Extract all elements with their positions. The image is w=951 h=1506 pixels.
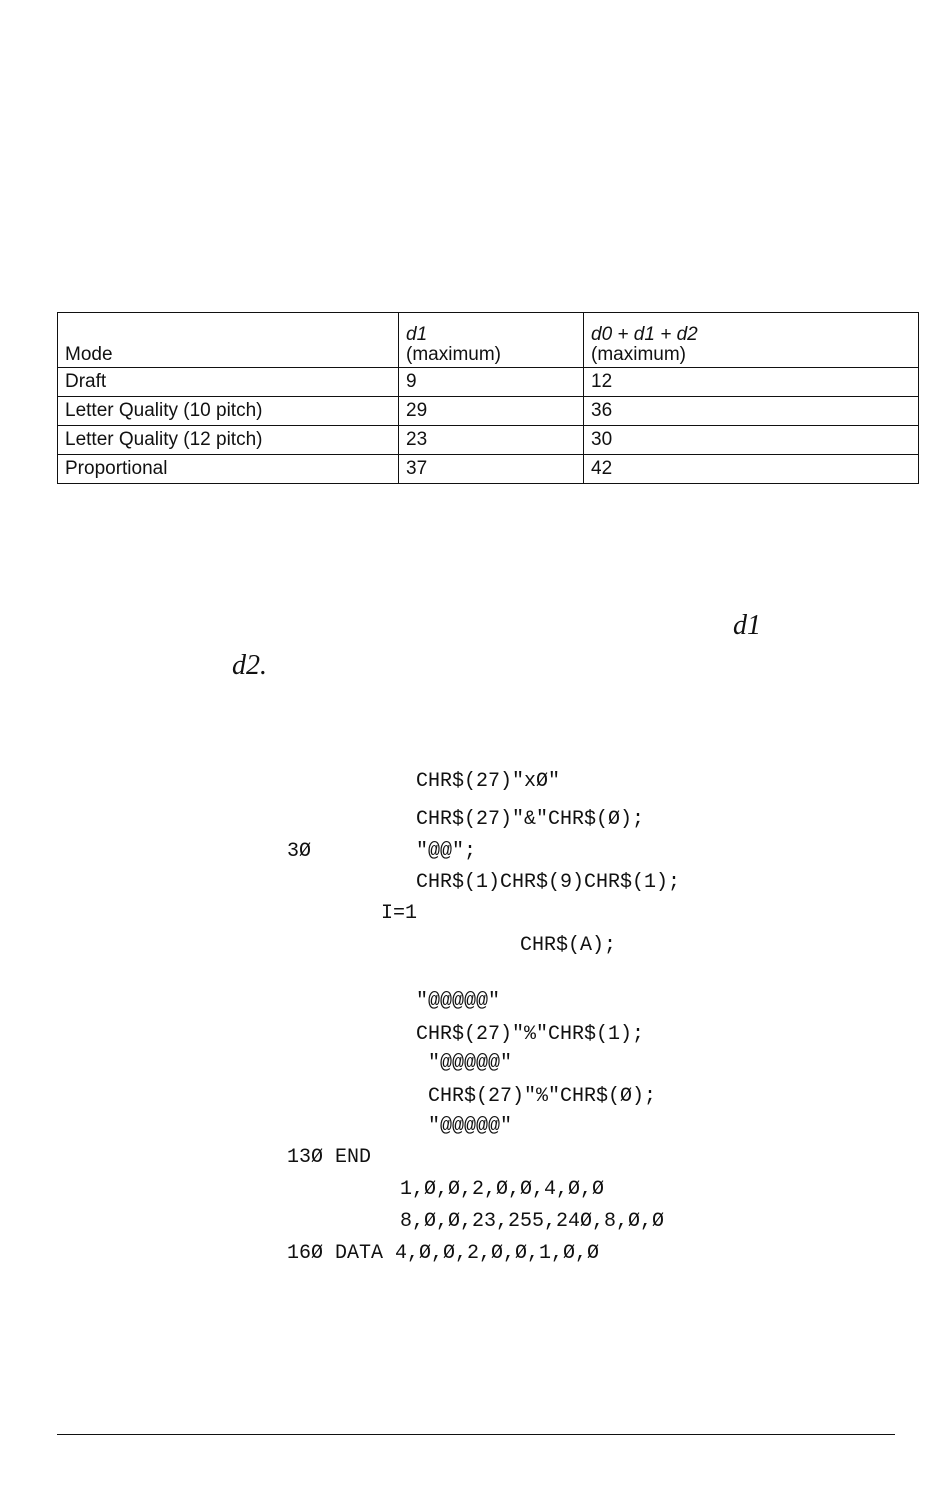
cell-sum: 12 <box>584 368 919 397</box>
fragment-d2: d2. <box>232 650 267 681</box>
header-d1-sub: (maximum) <box>406 344 501 365</box>
table-header-row <box>58 313 919 368</box>
table-row <box>58 455 919 484</box>
cell-sum: 42 <box>584 455 919 484</box>
footer-rule <box>57 1434 895 1435</box>
code-line-7: "@@@@@" <box>416 990 501 1013</box>
header-d1 <box>399 313 584 368</box>
header-d1-name: d1 <box>406 324 428 345</box>
code-line-2: CHR$(27)"&"CHR$(Ø); <box>416 808 645 831</box>
code-line-6: CHR$(A); <box>520 934 617 957</box>
cell-d1: 37 <box>399 455 584 484</box>
table-row <box>58 397 919 426</box>
code-line-11: "@@@@@" <box>428 1115 513 1138</box>
mode-limits-table <box>57 312 919 484</box>
cell-mode: Proportional <box>58 455 399 484</box>
header-sum-name: d0 + d1 + d2 <box>591 324 698 345</box>
code-line-10: CHR$(27)"%"CHR$(Ø); <box>428 1085 657 1108</box>
table-row <box>58 426 919 455</box>
fragment-d1: d1 <box>733 610 761 641</box>
code-line-4: CHR$(1)CHR$(9)CHR$(1); <box>416 871 681 894</box>
header-mode: Mode <box>58 313 399 368</box>
cell-mode: Draft <box>58 368 399 397</box>
cell-sum: 30 <box>584 426 919 455</box>
cell-d1: 9 <box>399 368 584 397</box>
code-line-12: 13Ø END <box>287 1146 372 1169</box>
cell-mode: Letter Quality (10 pitch) <box>58 397 399 426</box>
cell-d1: 23 <box>399 426 584 455</box>
code-line-14: 8,Ø,Ø,23,255,24Ø,8,Ø,Ø <box>400 1210 665 1233</box>
header-sum-sub: (maximum) <box>591 344 686 365</box>
code-line-3-number: 3Ø <box>287 840 312 863</box>
cell-sum: 36 <box>584 397 919 426</box>
code-line-3: "@@"; <box>416 840 477 863</box>
code-line-13: 1,Ø,Ø,2,Ø,Ø,4,Ø,Ø <box>400 1178 605 1201</box>
code-line-8: CHR$(27)"%"CHR$(1); <box>416 1023 645 1046</box>
cell-d1: 29 <box>399 397 584 426</box>
code-line-9: "@@@@@" <box>428 1052 513 1075</box>
table-row <box>58 368 919 397</box>
code-line-1: CHR$(27)"xØ" <box>416 770 561 793</box>
code-line-15: 16Ø DATA 4,Ø,Ø,2,Ø,Ø,1,Ø,Ø <box>287 1242 600 1265</box>
cell-mode: Letter Quality (12 pitch) <box>58 426 399 455</box>
code-line-5: I=1 <box>381 902 418 925</box>
header-sum <box>584 313 919 368</box>
